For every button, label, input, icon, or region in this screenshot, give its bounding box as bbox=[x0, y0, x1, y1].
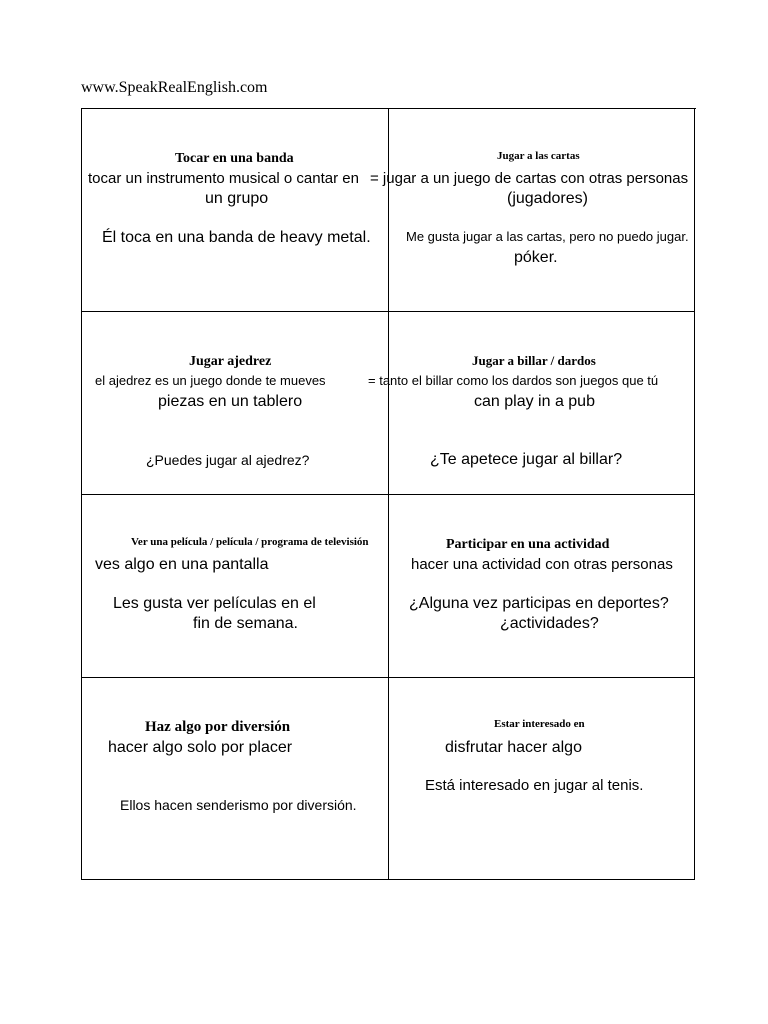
card-example: póker. bbox=[514, 249, 558, 266]
website-url: www.SpeakRealEnglish.com bbox=[81, 79, 268, 96]
card-example: Me gusta jugar a las cartas, pero no puedo jugar. bbox=[406, 229, 689, 244]
card-definition: disfrutar hacer algo bbox=[445, 739, 582, 756]
row-divider bbox=[81, 494, 695, 495]
row-divider bbox=[81, 677, 695, 678]
card-definition: hacer algo solo por placer bbox=[108, 739, 293, 756]
card-definition: can play in a pub bbox=[474, 393, 595, 410]
card-title: Haz algo por diversión bbox=[145, 719, 291, 735]
card-example: fin de semana. bbox=[193, 615, 298, 632]
card-example: ¿Te apetece jugar al billar? bbox=[430, 451, 623, 468]
card-definition: un grupo bbox=[205, 190, 269, 207]
card-definition: hacer una actividad con otras personas bbox=[411, 556, 673, 573]
card-definition: = jugar a un juego de cartas con otras personas bbox=[370, 170, 689, 187]
card-example: ¿actividades? bbox=[500, 615, 599, 632]
card-title: Estar interesado en bbox=[494, 718, 585, 730]
card-title: Tocar en una banda bbox=[175, 151, 294, 166]
card-definition: tocar un instrumento musical o cantar en bbox=[88, 170, 359, 187]
grid-bottom-border bbox=[81, 879, 695, 880]
card-definition: (jugadores) bbox=[507, 190, 588, 207]
card-example: Está interesado en jugar al tenis. bbox=[425, 777, 644, 794]
card-title: Jugar ajedrez bbox=[189, 354, 272, 369]
card-example: ¿Puedes jugar al ajedrez? bbox=[146, 452, 310, 468]
card-definition: el ajedrez es un juego donde te mueves bbox=[95, 373, 326, 388]
card-example: Él toca en una banda de heavy metal. bbox=[102, 229, 371, 246]
card-example: ¿Alguna vez participas en deportes? bbox=[409, 595, 669, 612]
card-example: Ellos hacen senderismo por diversión. bbox=[120, 797, 357, 813]
card-title: Jugar a billar / dardos bbox=[472, 353, 596, 368]
card-title: Participar en una actividad bbox=[446, 537, 610, 552]
row-divider bbox=[81, 311, 695, 312]
card-title: Jugar a las cartas bbox=[497, 150, 580, 162]
card-definition: ves algo en una pantalla bbox=[95, 556, 269, 573]
card-definition: piezas en un tablero bbox=[158, 393, 303, 410]
card-example: Les gusta ver películas en el bbox=[113, 595, 316, 612]
card-definition: = tanto el billar como los dardos son juegos que tú bbox=[368, 373, 659, 388]
card-title: Ver una película / película / programa de televisión bbox=[131, 536, 369, 548]
